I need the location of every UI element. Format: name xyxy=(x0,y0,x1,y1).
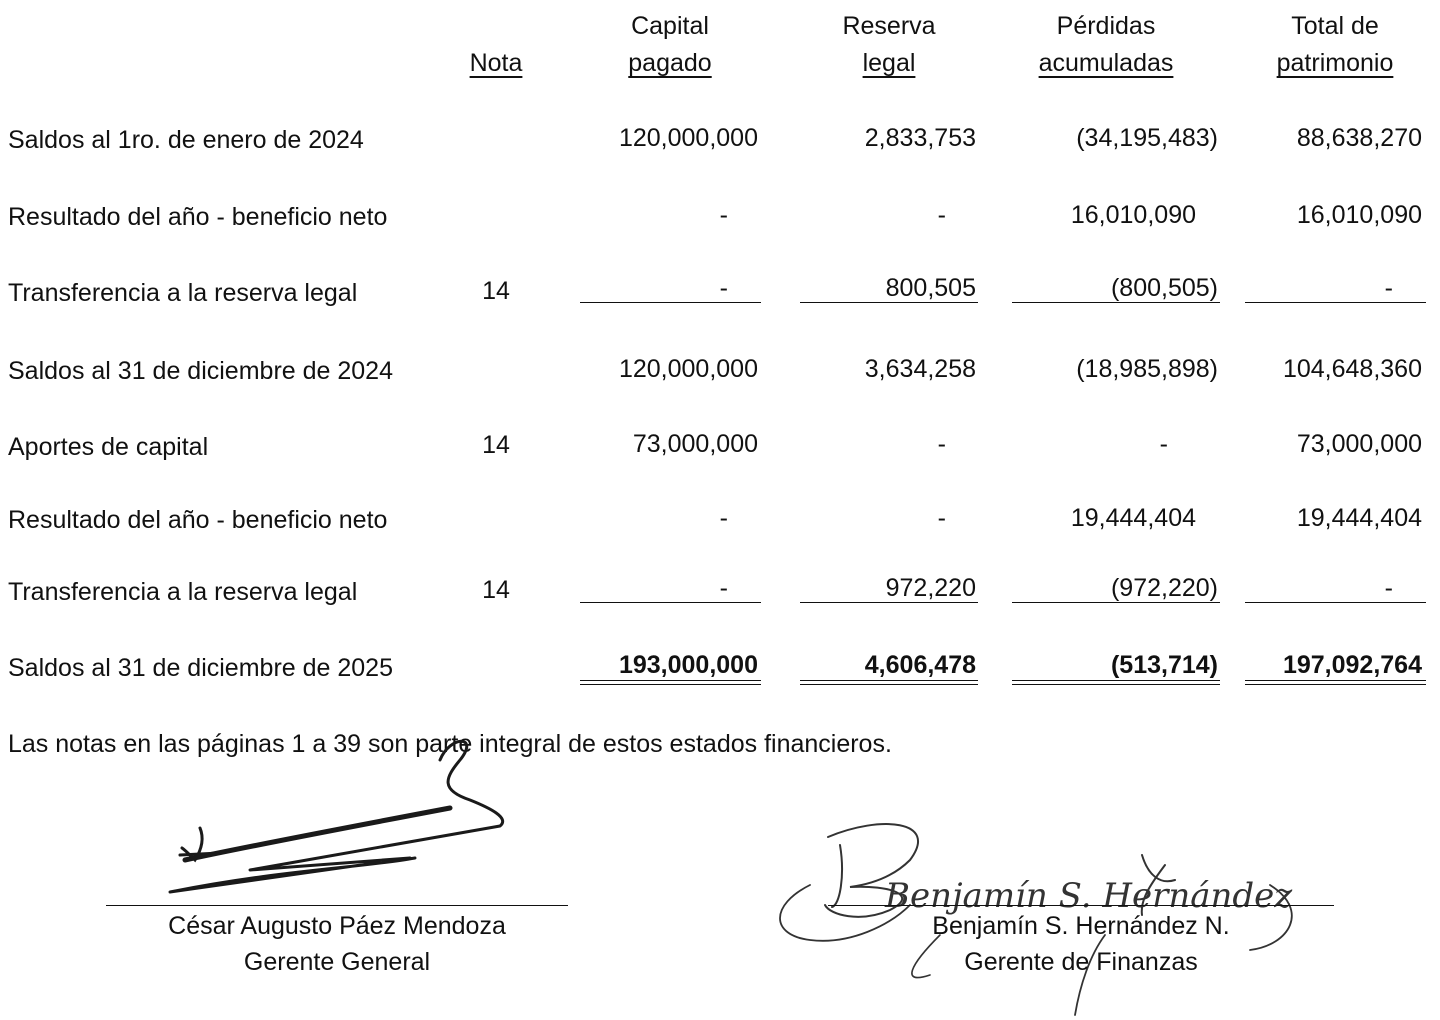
header-total-patrimonio xyxy=(1225,8,1440,82)
cell-total: 197,092,764 xyxy=(1282,651,1422,679)
signature-scribble-general-manager xyxy=(160,730,580,900)
signatory-name: César Augusto Páez Mendoza xyxy=(168,912,506,940)
cell-total: 16,010,090 xyxy=(1296,201,1422,229)
cell-reserva: - xyxy=(937,504,946,532)
cell-reserva: 800,505 xyxy=(885,274,976,302)
cell-reserva: - xyxy=(937,201,946,229)
signature-line-general-manager xyxy=(106,905,568,906)
signature-line-finance-manager xyxy=(828,905,1334,906)
signatory-finance-manager xyxy=(850,908,1312,980)
cell-capital: - xyxy=(719,574,728,602)
subtotal-rule-capital xyxy=(580,602,761,603)
header-total-line2: patrimonio xyxy=(1276,49,1394,77)
header-nota-label: Nota xyxy=(469,49,523,77)
row-label: Transferencia a la reserva legal xyxy=(8,279,358,307)
row-nota: 14 xyxy=(482,277,510,305)
row-nota: 14 xyxy=(482,431,510,459)
total-double-rule-capital xyxy=(580,680,761,685)
row-label: Resultado del año - beneficio neto xyxy=(8,203,388,231)
cell-total: - xyxy=(1384,274,1393,302)
cell-reserva: - xyxy=(937,430,946,458)
cell-total: 104,648,360 xyxy=(1282,355,1422,383)
signatory-general-manager xyxy=(106,908,568,980)
cell-total: - xyxy=(1384,574,1393,602)
subtotal-rule-total xyxy=(1245,602,1426,603)
row-nota: 14 xyxy=(482,576,510,604)
header-reserva-line1: Reserva xyxy=(842,12,936,40)
subtotal-rule-reserva xyxy=(800,602,978,603)
cell-reserva: 4,606,478 xyxy=(864,651,976,679)
subtotal-rule-total xyxy=(1245,302,1426,303)
row-label: Transferencia a la reserva legal xyxy=(8,578,358,606)
header-perdidas-acumuladas xyxy=(996,8,1216,82)
cell-perdidas: 19,444,404 xyxy=(1070,504,1196,532)
cell-reserva: 972,220 xyxy=(885,574,976,602)
header-capital-pagado xyxy=(560,8,780,82)
header-perdidas-line2: acumuladas xyxy=(1038,49,1174,77)
cell-total: 88,638,270 xyxy=(1296,124,1422,152)
cell-capital: - xyxy=(719,201,728,229)
row-label: Saldos al 31 de diciembre de 2024 xyxy=(8,357,393,385)
header-reserva-legal xyxy=(779,8,999,82)
header-capital-line1: Capital xyxy=(631,12,709,40)
signatory-title: Gerente de Finanzas xyxy=(964,948,1198,976)
header-capital-line2: pagado xyxy=(628,49,712,77)
subtotal-rule-reserva xyxy=(800,302,978,303)
header-perdidas-line1: Pérdidas xyxy=(1056,12,1156,40)
cell-perdidas: (972,220) xyxy=(1110,574,1218,602)
cell-perdidas: (34,195,483) xyxy=(1076,124,1218,152)
cell-capital: 120,000,000 xyxy=(618,355,758,383)
header-total-line1: Total de xyxy=(1291,12,1379,40)
cell-capital: 120,000,000 xyxy=(618,124,758,152)
cell-perdidas: (18,985,898) xyxy=(1076,355,1218,383)
signatory-name: Benjamín S. Hernández N. xyxy=(932,912,1230,940)
header-reserva-line2: legal xyxy=(862,49,916,77)
cell-perdidas: 16,010,090 xyxy=(1070,201,1196,229)
cell-capital: 73,000,000 xyxy=(632,430,758,458)
cell-total: 19,444,404 xyxy=(1296,504,1422,532)
row-label: Resultado del año - beneficio neto xyxy=(8,506,388,534)
row-label: Saldos al 31 de diciembre de 2025 xyxy=(8,654,393,682)
subtotal-rule-perdidas xyxy=(1012,302,1220,303)
total-double-rule-reserva xyxy=(800,680,978,685)
row-label: Saldos al 1ro. de enero de 2024 xyxy=(8,126,364,154)
signature-script: Benjamín S. Hernández xyxy=(885,876,1293,916)
cell-capital: - xyxy=(719,504,728,532)
subtotal-rule-capital xyxy=(580,302,761,303)
cell-reserva: 2,833,753 xyxy=(864,124,976,152)
total-double-rule-perdidas xyxy=(1012,680,1220,685)
subtotal-rule-perdidas xyxy=(1012,602,1220,603)
cell-perdidas: (800,505) xyxy=(1110,274,1218,302)
cell-reserva: 3,634,258 xyxy=(864,355,976,383)
signatory-title: Gerente General xyxy=(243,948,431,976)
cell-perdidas: (513,714) xyxy=(1110,651,1218,679)
footnote: Las notas en las páginas 1 a 39 son parte integral de estos estados financieros. xyxy=(8,730,892,758)
cell-perdidas: - xyxy=(1159,430,1168,458)
row-label: Aportes de capital xyxy=(8,433,209,461)
cell-total: 73,000,000 xyxy=(1296,430,1422,458)
total-double-rule-total xyxy=(1245,680,1426,685)
cell-capital: - xyxy=(719,274,728,302)
cell-capital: 193,000,000 xyxy=(618,651,758,679)
